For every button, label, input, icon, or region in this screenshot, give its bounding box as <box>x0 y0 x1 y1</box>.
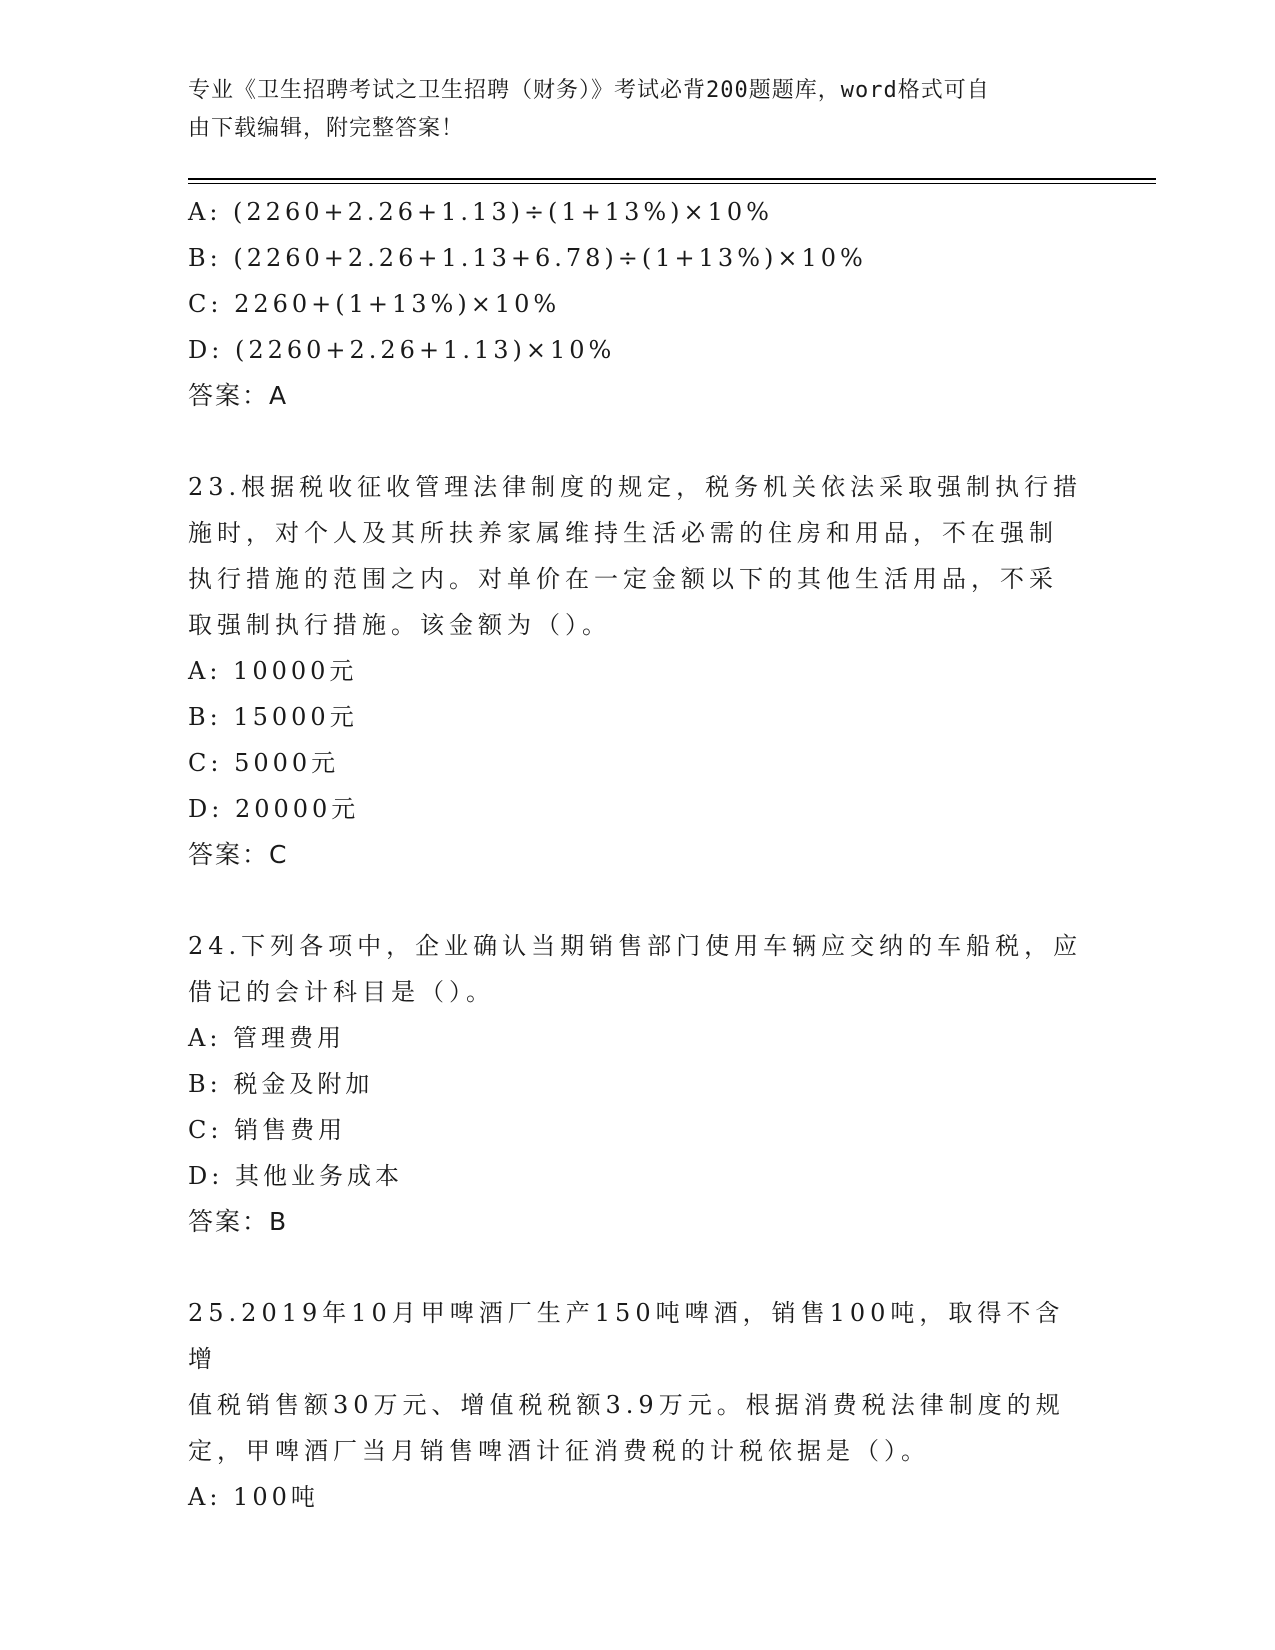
question-stem-line: 执行措施的范围之内。对单价在一定金额以下的其他生活用品，不采 <box>188 565 1058 593</box>
option-d: D: 20000元 <box>188 795 360 823</box>
question-spacer <box>188 878 1088 923</box>
header-line-2: 由下载编辑，附完整答案！ <box>188 116 465 141</box>
question-stem-line: 25.2019年10月甲啤酒厂生产150吨啤酒，销售100吨，取得不含增 <box>188 1299 1065 1373</box>
option-d: D: (2260+2.26+1.13)×10% <box>188 336 616 364</box>
question-stem-line: 借记的会计科目是（）。 <box>188 978 495 1006</box>
question-stem-line: 定，甲啤酒厂当月销售啤酒计征消费税的计税依据是（）。 <box>188 1437 930 1465</box>
document-header <box>188 72 1088 148</box>
option-b: B: (2260+2.26+1.13+6.78)÷(1+13%)×10% <box>188 244 867 272</box>
header-line-1: 专业《卫生招聘考试之卫生招聘（财务）》考试必背200题题库，word格式可自 <box>188 78 990 103</box>
option-c: C: 销售费用 <box>188 1116 347 1144</box>
option-a: A: 管理费用 <box>188 1024 346 1052</box>
question-22 <box>188 189 1088 419</box>
option-b: B: 税金及附加 <box>188 1070 374 1098</box>
option-a: A: 100吨 <box>188 1483 319 1511</box>
question-stem-line: 23.根据税收征收管理法律制度的规定，税务机关依法采取强制执行措 <box>188 473 1083 501</box>
option-d: D: 其他业务成本 <box>188 1162 403 1190</box>
question-stem-line: 施时，对个人及其所扶养家属维持生活必需的住房和用品，不在强制 <box>188 519 1058 547</box>
option-b: B: 15000元 <box>188 703 358 731</box>
answer-line: 答案：B <box>188 1207 289 1236</box>
answer-line: 答案：C <box>188 840 289 869</box>
question-25 <box>188 1290 1088 1520</box>
header-divider-thick <box>188 178 1156 180</box>
question-24 <box>188 923 1088 1245</box>
answer-line: 答案：A <box>188 381 289 410</box>
header-divider-thin <box>188 183 1156 184</box>
question-stem-line: 值税销售额30万元、增值税税额3.9万元。根据消费税法律制度的规 <box>188 1391 1065 1419</box>
question-stem-line: 24.下列各项中，企业确认当期销售部门使用车辆应交纳的车船税，应 <box>188 932 1083 960</box>
option-c: C: 5000元 <box>188 749 340 777</box>
option-a: A: 10000元 <box>188 657 358 685</box>
question-spacer <box>188 1245 1088 1290</box>
option-a: A: (2260+2.26+1.13)÷(1+13%)×10% <box>188 198 773 226</box>
question-list <box>188 189 1088 1520</box>
question-spacer <box>188 419 1088 464</box>
question-23 <box>188 464 1088 878</box>
option-c: C: 2260+(1+13%)×10% <box>188 290 561 318</box>
question-stem-line: 取强制执行措施。该金额为（）。 <box>188 611 611 639</box>
